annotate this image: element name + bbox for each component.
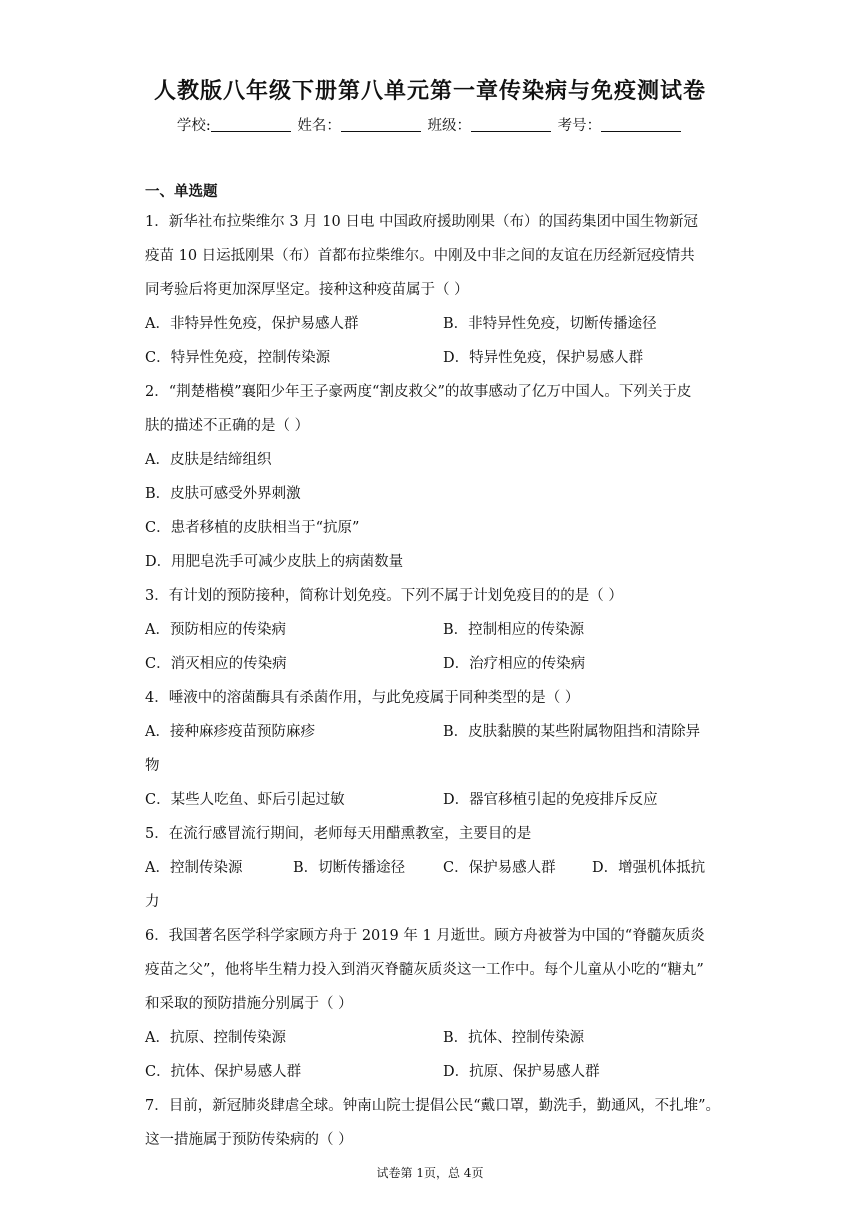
exam-number-blank (601, 117, 681, 132)
exam-title: 人教版八年级下册第八单元第一章传染病与免疫测试卷 (153, 79, 706, 104)
question-list (145, 205, 720, 1157)
question-6-options-row-2 (145, 1055, 720, 1089)
question-6-option-d: D．抗原、保护易感人群 (443, 1064, 600, 1080)
class-label: 班级： (427, 118, 471, 134)
question-1-line-1: 1．新华社布拉柴维尔 3 月 10 日电 中国政府援助刚果（布）的国药集团中国生物新冠 (145, 214, 698, 230)
question-3-option-b: B．控制相应的传染源 (443, 622, 585, 638)
question-1-option-c: C．特异性免疫，控制传染源 (145, 350, 331, 366)
question-4-options-row-1 (145, 715, 720, 749)
question-6-option-c: C．抗体、保护易感人群 (145, 1064, 302, 1080)
question-2-line-2: 肤的描述不正确的是（ ） (145, 418, 310, 434)
question-5-option-a: A．控制传染源 (145, 860, 243, 876)
question-1-line-2: 疫苗 10 日运抵刚果（布）首都布拉柴维尔。中刚及中非之间的友谊在历经新冠疫情共 (145, 248, 695, 264)
question-6-line-2: 疫苗之父”，他将毕生精力投入到消灭脊髓灰质炎这一工作中。每个儿童从小吃的“糖丸” (145, 962, 704, 978)
question-5-option-c: C．保护易感人群 (443, 860, 556, 876)
student-info-line (0, 114, 860, 135)
question-6-line-1: 6．我国著名医学科学家顾方舟于 2019 年 1 月逝世。顾方舟被誉为中国的“脊髓灰质炎 (145, 928, 705, 944)
question-5-option-b: B．切断传播途径 (293, 860, 406, 876)
question-6-line-3: 和采取的预防措施分别属于（ ） (145, 996, 353, 1012)
question-5-line-1: 5．在流行感冒流行期间，老师每天用醋熏教室，主要目的是 (145, 826, 532, 842)
question-4-line-1: 4．唾液中的溶菌酶具有杀菌作用，与此免疫属于同种类型的是（ ） (145, 690, 580, 706)
name-blank (341, 117, 421, 132)
question-4-option-c: C．某些人吃鱼、虾后引起过敏 (145, 792, 345, 808)
question-2-line-1: 2．“荆楚楷模”襄阳少年王子豪两度“割皮救父”的故事感动了亿万中国人。下列关于皮 (145, 384, 692, 400)
name-label: 姓名： (297, 118, 341, 134)
question-7-line-2: 这一措施属于预防传染病的（ ） (145, 1132, 353, 1148)
school-label: 学校: (176, 118, 211, 134)
question-3-options-row-1 (145, 613, 720, 647)
question-3-options-row-2 (145, 647, 720, 681)
question-4-option-d: D．器官移植引起的免疫排斥反应 (443, 792, 658, 808)
question-7-line-1: 7．目前，新冠肺炎肆虐全球。钟南山院士提倡公民“戴口罩，勤洗手，勤通风，不扎堆”。 (145, 1098, 721, 1114)
question-1-option-d: D．特异性免疫，保护易感人群 (443, 350, 644, 366)
question-1-option-b: B．非特异性免疫，切断传播途径 (443, 316, 657, 332)
question-2-option-d: D．用肥皂洗手可减少皮肤上的病菌数量 (145, 554, 404, 570)
question-3-option-d: D．治疗相应的传染病 (443, 656, 586, 672)
question-1-option-a: A．非特异性免疫，保护易感人群 (145, 316, 359, 332)
question-6-option-a: A．抗原、控制传染源 (145, 1030, 286, 1046)
question-3-option-c: C．消灭相应的传染病 (145, 656, 287, 672)
question-4-option-a: A．接种麻疹疫苗预防麻疹 (145, 724, 315, 740)
question-4-option-b-wrap: 物 (145, 758, 160, 774)
question-5-options-row (145, 851, 720, 885)
question-2-option-c: C．患者移植的皮肤相当于“抗原” (145, 520, 360, 536)
question-3-option-a: A．预防相应的传染病 (145, 622, 286, 638)
class-blank (471, 117, 551, 132)
question-1-options-row-2 (145, 341, 720, 375)
question-3-line-1: 3．有计划的预防接种，简称计划免疫。下列不属于计划免疫目的的是（ ） (145, 588, 623, 604)
page-footer: 试卷第 1页，总 4页 (376, 1166, 484, 1180)
question-6-option-b: B．抗体、控制传染源 (443, 1030, 585, 1046)
exam-number-label: 考号： (557, 118, 602, 134)
question-2-option-b: B．皮肤可感受外界刺激 (145, 486, 301, 502)
question-1-options-row-1 (145, 307, 720, 341)
question-4-options-row-2 (145, 783, 720, 817)
question-4-option-b: B．皮肤黏膜的某些附属物阻挡和清除异 (443, 724, 701, 740)
question-5-option-d: D．增强机体抵抗 (592, 860, 706, 876)
question-5-option-d-wrap: 力 (145, 894, 160, 910)
question-6-options-row-1 (145, 1021, 720, 1055)
section-title: 一、单选题 (145, 184, 218, 200)
question-2-option-a: A．皮肤是结缔组织 (145, 452, 272, 468)
school-blank (211, 117, 291, 132)
question-1-line-3: 同考验后将更加深厚坚定。接种这种疫苗属于（ ） (145, 282, 469, 298)
